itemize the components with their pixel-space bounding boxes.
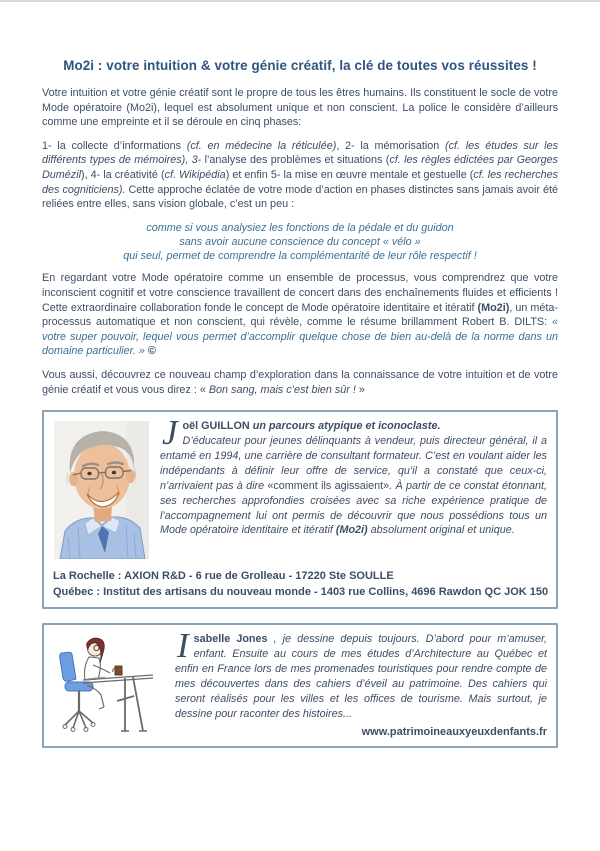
phases-paragraph: 1- la collecte d’informations (cf. en médecine la réticulée), 2- la mémorisation (cf. les études sur les différents types de mémoires), 3- l’analyse des problèmes et situations (cf. les règles édictées par Georges Dumézil), 4- la créativité (cf. Wikipédia) et enfin 5- la mise en œuvre mentale et gestuelle (cf. les recherches des cogniticiens). Cette approche éclatée de votre mode d’action en phases distinctes sans jamais avoir été reliées entre elles, sans vision globale, c’est un peu : [42, 139, 559, 211]
mode-operatoire-paragraph: En regardant votre Mode opératoire comme un ensemble de processus, vous comprendrez que votre inconscient cognitif et votre conscience travaillent de concert dans des enchaînements fluides et efficients ! Cette extraordinaire collaboration fonde le concept de Mode opératoire identitaire et itératif (Mo2i), un méta-processus automatique et non conscient, qui révèle, comme le résume brillamment Robert B. DILTS: « votre super pouvoir, lequel vous permet d’accomplir quelque chose de bien au-delà de la norme dans un domaine particulier. » © [42, 272, 558, 358]
bike-metaphor-verse [42, 221, 558, 264]
isabelle-jones-bio-text: , je dessine depuis toujours. D’abord pour m’amuser, enfant. Ensuite au cours de mes études d’Architecture au Québec et enfin en France lors de mes promenades touristiques pour rendre compte de mes découvertes dans des cahiers d’éveil au patrimoine. Des cahiers qui seront réalisés pour les villes et les offices de tourisme. Mais surtout, je dessine pour raconter des histoires... [175, 633, 547, 720]
isabelle-jones-name: sabelle Jones [193, 633, 268, 646]
page-title: Mo2i : votre intuition & votre génie créatif, la clé de toutes vos réussites ! [63, 58, 537, 73]
joel-guillon-name: oël GUILLON [182, 420, 250, 433]
isabelle-illustration [53, 633, 165, 735]
joel-guillon-tagline: un parcours atypique et iconoclaste. [252, 420, 441, 433]
verse-line: sans avoir aucune conscience du concept « vélo » [179, 235, 421, 248]
isabelle-jones-bio [175, 632, 547, 739]
addresses-block [53, 561, 547, 600]
joel-guillon-bio-text: D’éducateur pour jeunes délinquants à vendeur, puis directeur général, il a entamé en 1994, une carrière de consultant formateur. C’est en voulant aider les indépendants à définir leur offre de service, qu’il a constaté que ceux-ci, n’arrivaient pas à dire «comment ils agissaient». À partir de ce constat étonnant, ses recherches approfondies croisées avec sa riche expérience pratique de l’accompagnement lui ont permis de découvrir que nous possédions tous un Mode opératoire identitaire et itératif (Mo2i) absolument original et unique. [160, 435, 547, 537]
website-link[interactable]: www.patrimoineauxyeuxdenfants.fr [361, 725, 547, 738]
joel-guillon-box [42, 410, 558, 609]
address-quebec: Québec : Institut des artisans du nouveau monde - 1403 rue Collins, 4696 Rawdon QC JOK 150 [53, 585, 549, 598]
address-la-rochelle: La Rochelle : AXION R&D - 6 rue de Grolleau - 17220 Ste SOULLE [53, 570, 394, 583]
closing-paragraph: Vous aussi, découvrez ce nouveau champ d’exploration dans la connaissance de votre intuition et de votre génie créatif et vous vous direz : « Bon sang, mais c’est bien sûr ! » [42, 368, 558, 396]
isabelle-jones-box [42, 623, 558, 748]
intro-paragraph: Votre intuition et votre génie créatif sont le propre de tous les êtres humains. Ils constituent le socle de votre Mode opératoire (Mo2i), lequel est absolument unique et non conscient. La police le considère d’ailleurs comme une empreinte et il se déroule en cinq phases: [42, 87, 558, 129]
dropcap-j: J [162, 419, 178, 453]
verse-line: qui seul, permet de comprendre la complémentarité de leur rôle respectif ! [123, 250, 477, 263]
dropcap-i: I [177, 632, 189, 666]
joel-guillon-bio [160, 419, 547, 538]
verse-line: comme si vous analysiez les fonctions de la pédale et du guidon [146, 221, 454, 234]
joel-guillon-photo [54, 421, 149, 559]
